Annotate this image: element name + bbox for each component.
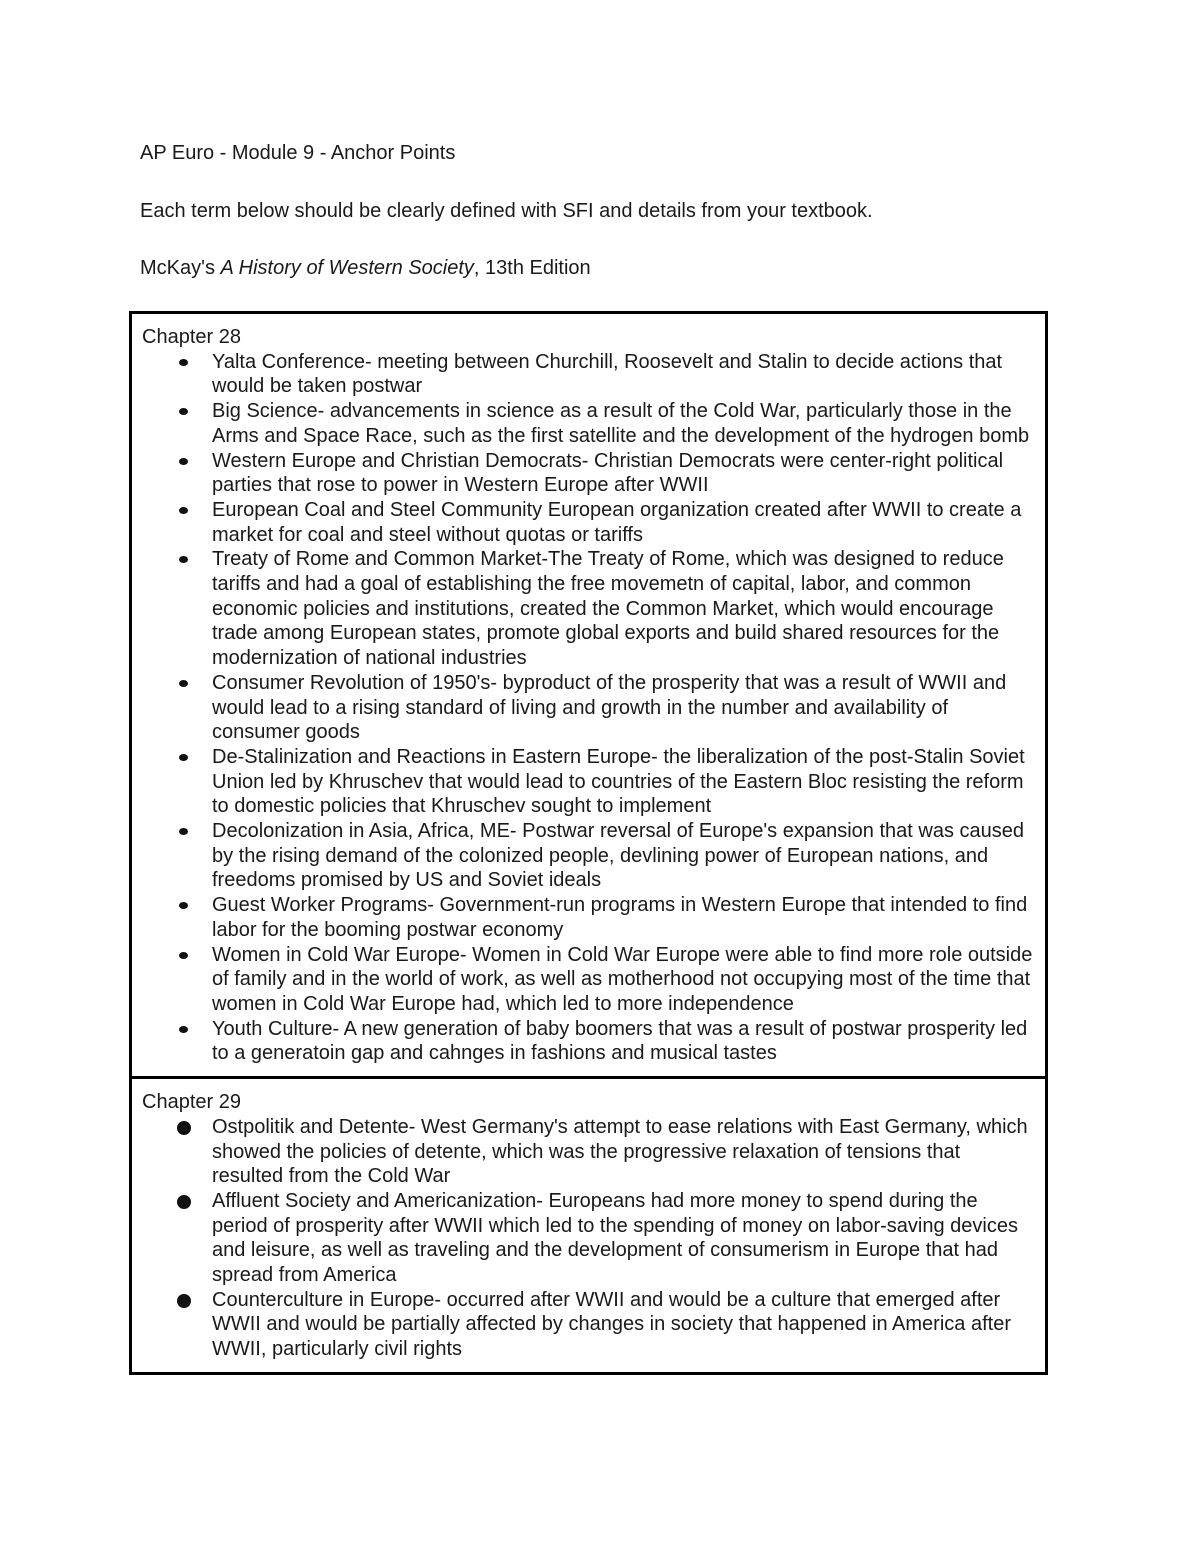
term-text: Counterculture in Europe- occurred after WWII and would be a culture that emerged after WWII and would be partially affected by changes in society that happened in America after WWII, particularly civil rights bbox=[212, 1288, 1011, 1361]
term-text: Guest Worker Programs- Government-run programs in Western Europe that intended to find labor for the booming postwar economy bbox=[212, 894, 1028, 941]
textbook-citation bbox=[140, 256, 591, 280]
list-item bbox=[142, 498, 1035, 547]
chapter-29-cell bbox=[132, 1076, 1045, 1372]
list-item bbox=[142, 1288, 1035, 1362]
citation-prefix: McKay's bbox=[140, 257, 221, 279]
bullet-icon bbox=[179, 680, 188, 687]
list-item bbox=[142, 671, 1035, 745]
list-item bbox=[142, 819, 1035, 893]
bullet-icon bbox=[177, 1195, 191, 1209]
term-text: Treaty of Rome and Common Market-The Treaty of Rome, which was designed to reduce tariffs and had a goal of establishing the free movemetn of capital, labor, and common economic policies and institutions, created the Common Market, which would encourage trade among European states, promote global exports and build shared resources for the modernization of national industries bbox=[212, 548, 1004, 670]
term-text: Decolonization in Asia, Africa, ME- Postwar reversal of Europe's expansion that was caused by the rising demand of the colonized people, devlining power of European nations, and freedoms promised by US and Soviet ideals bbox=[212, 820, 1025, 892]
term-text: Ostpolitik and Detente- West Germany's attempt to ease relations with East Germany, which showed the policies of detente, which was the progressive relaxation of tensions that resulted from the Cold War bbox=[212, 1115, 1028, 1188]
list-item bbox=[142, 350, 1035, 399]
bullet-icon bbox=[179, 828, 188, 835]
list-item bbox=[142, 745, 1035, 819]
bullet-icon bbox=[179, 507, 188, 514]
term-text: Western Europe and Christian Democrats- Christian Democrats were center-right political parties that rose to power in Western Europe after WWII bbox=[212, 449, 1004, 497]
chapter-28-term-list bbox=[142, 350, 1035, 1066]
bullet-icon bbox=[179, 1026, 188, 1033]
bullet-icon bbox=[179, 556, 188, 563]
bullet-icon bbox=[177, 1294, 191, 1308]
bullet-icon bbox=[179, 458, 188, 465]
citation-book-title: A History of Western Society bbox=[220, 257, 474, 279]
bullet-icon bbox=[179, 754, 188, 761]
list-item bbox=[142, 893, 1035, 942]
document-title: AP Euro - Module 9 - Anchor Points bbox=[140, 142, 456, 164]
citation-suffix: , 13th Edition bbox=[473, 257, 591, 279]
term-text: Yalta Conference- meeting between Churchill, Roosevelt and Stalin to decide actions that would be taken postwar bbox=[212, 350, 1003, 398]
list-item bbox=[142, 1115, 1035, 1189]
chapter-heading: Chapter 29 bbox=[142, 1091, 241, 1114]
chapter-28-cell bbox=[132, 314, 1045, 1076]
term-text: Youth Culture- A new generation of baby boomers that was a result of postwar prosperity led to a generatoin gap and cahnges in fashions and musical tastes bbox=[212, 1017, 1028, 1065]
bullet-icon bbox=[177, 1121, 191, 1135]
list-item bbox=[142, 399, 1035, 448]
term-text: Consumer Revolution of 1950's- byproduct of the prosperity that was a result of WWII and would lead to a rising standard of living and growth in the number and availability of consumer goods bbox=[212, 671, 1007, 744]
list-item bbox=[142, 943, 1035, 1017]
bullet-icon bbox=[179, 359, 188, 366]
list-item bbox=[142, 1017, 1035, 1066]
chapter-heading: Chapter 28 bbox=[142, 326, 241, 348]
term-text: European Coal and Steel Community European organization created after WWII to create a market for coal and steel without quotas or tariffs bbox=[212, 498, 1022, 546]
anchor-points-table bbox=[129, 311, 1048, 1375]
bullet-icon bbox=[179, 408, 188, 415]
list-item bbox=[142, 547, 1035, 671]
instructions: Each term below should be clearly defined with SFI and details from your textbook. bbox=[140, 200, 873, 222]
term-text: Big Science- advancements in science as a result of the Cold War, particularly those in the Arms and Space Race, such as the first satellite and the development of the hydrogen bomb bbox=[212, 400, 1030, 447]
bullet-icon bbox=[179, 902, 188, 909]
chapter-29-term-list bbox=[142, 1115, 1035, 1362]
term-text: Women in Cold War Europe- Women in Cold War Europe were able to find more role outside of family and in the world of work, as well as motherhood not occupying most of the time that women in Cold War Europe had, which led to more independence bbox=[212, 943, 1033, 1015]
list-item bbox=[142, 1189, 1035, 1288]
term-text: De-Stalinization and Reactions in Eastern Europe- the liberalization of the post-Stalin Soviet Union led by Khruschev that would lead to countries of the Eastern Bloc resisting the reform to domestic policies that Khruschev sought to implement bbox=[212, 745, 1025, 818]
list-item bbox=[142, 449, 1035, 498]
term-text: Affluent Society and Americanization- Europeans had more money to spend during the period of prosperity after WWII which led to the spending of money on labor-saving devices and leisure, as well as traveling and the development of consumerism in Europe that had spread from America bbox=[212, 1189, 1018, 1287]
bullet-icon bbox=[179, 952, 188, 959]
